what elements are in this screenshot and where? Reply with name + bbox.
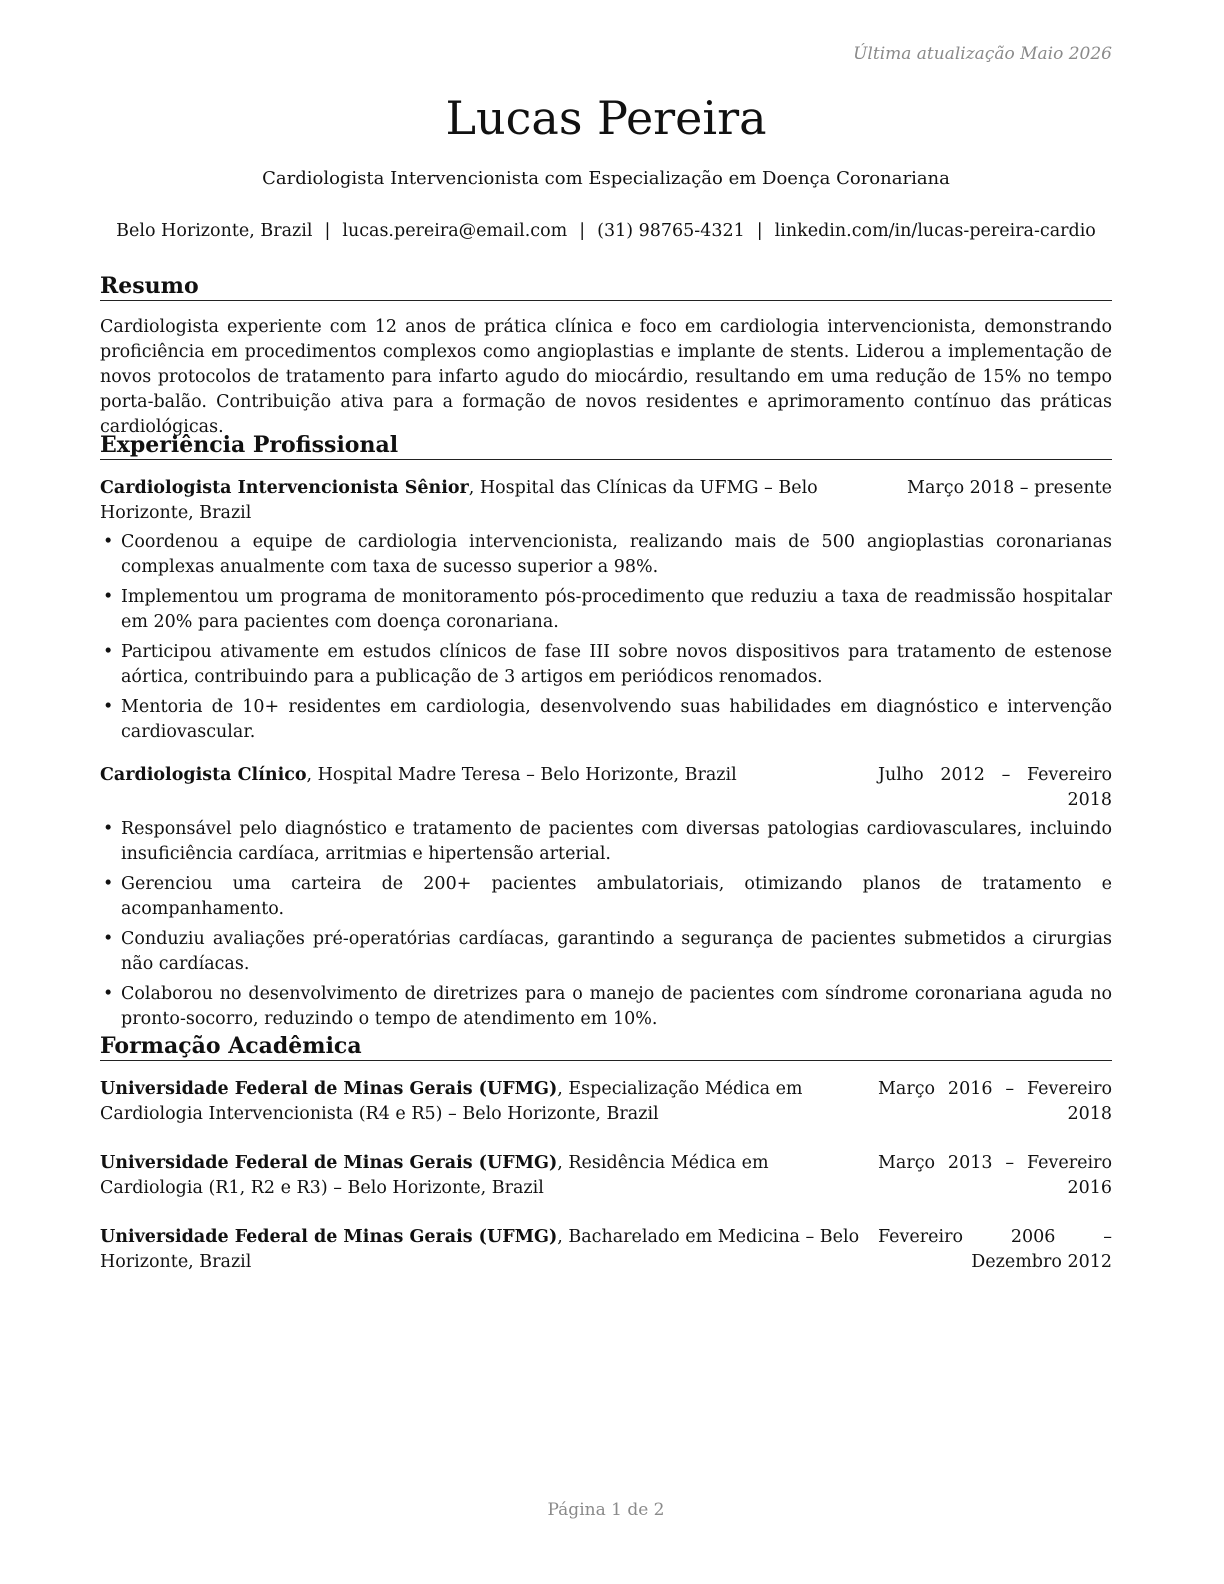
education-institution: Universidade Federal de Minas Gerais (UFMG) (100, 1153, 558, 1173)
resume-page (100, 0, 1112, 1584)
list-item: • Coordenou a equipe de cardiologia intervencionista, realizando mais de 500 angioplastias coronarianas complexas anualmente com taxa de sucesso superior a 98%. (100, 530, 1112, 580)
contact-location: Belo Horizonte, Brazil (116, 221, 313, 241)
job-role: Cardiologista Clínico (100, 765, 307, 785)
job-entry (100, 763, 1112, 1032)
summary-section (100, 272, 1112, 440)
contact-phone: (31) 98765-4321 (597, 221, 745, 241)
job-bullets (100, 817, 1112, 1032)
education-dates: Março 2016 – Fevereiro 2018 (878, 1079, 1112, 1124)
summary-text: Cardiologista experiente com 12 anos de prática clínica e foco em cardiologia intervencionista, demonstrando proficiência em procedimentos complexos como angioplastias e implante de stents. Liderou a implementação de novos protocolos de tratamento para infarto agudo do miocárdio, resultando em uma redução de 15% no tempo porta-balão. Contribuição ativa para a formação de novos residentes e aprimoramento contínuo das práticas cardiológicas. (100, 317, 1112, 437)
contact-line (88, 218, 1124, 244)
education-course: , Residência Médica em Cardiologia (R1, R2 e R3) – Belo Horizonte, Brazil (100, 1153, 769, 1198)
education-institution: Universidade Federal de Minas Gerais (UFMG) (100, 1079, 558, 1099)
list-item: • Conduziu avaliações pré-operatórias cardíacas, garantindo a segurança de pacientes submetidos a cirurgias não cardíacas. (100, 927, 1112, 977)
last-updated: Última atualização Maio 2026 (853, 44, 1112, 64)
education-section (100, 1032, 1112, 1275)
education-entry (100, 1225, 1112, 1275)
contact-email[interactable]: lucas.pereira@email.com (342, 221, 568, 241)
education-dates: Fevereiro 2006 – Dezembro 2012 (878, 1227, 1112, 1272)
list-item: • Responsável pelo diagnóstico e tratamento de pacientes com diversas patologias cardiovasculares, incluindo insuficiência cardíaca, arritmias e hipertensão arterial. (100, 817, 1112, 867)
experience-section (100, 431, 1112, 1037)
list-item: • Implementou um programa de monitoramento pós-procedimento que reduziu a taxa de readmissão hospitalar em 20% para pacientes com doença coronariana. (100, 585, 1112, 635)
contact-separator: | (324, 221, 331, 241)
section-title-experience: Experiência Profissional (100, 431, 1112, 460)
job-entry (100, 476, 1112, 745)
tagline: Cardiologista Intervencionista com Especialização em Doença Coronariana (262, 168, 950, 189)
list-item: • Participou ativamente em estudos clínicos de fase III sobre novos dispositivos para tratamento de estenose aórtica, contribuindo para a publicação de 3 artigos em periódicos renomados. (100, 640, 1112, 690)
job-header (100, 763, 1112, 813)
section-title-education: Formação Acadêmica (100, 1032, 1112, 1061)
job-dates: Março 2018 – presente (907, 478, 1112, 498)
job-dates: Julho 2012 – Fevereiro 2018 (878, 765, 1112, 810)
section-title-summary: Resumo (100, 272, 1112, 301)
contact-separator: | (756, 221, 763, 241)
contact-linkedin[interactable]: linkedin.com/in/lucas-pereira-cardio (774, 221, 1096, 241)
job-place: , Hospital Madre Teresa – Belo Horizonte, Brazil (306, 765, 737, 785)
education-course: , Especialização Médica em Cardiologia Intervencionista (R4 e R5) – Belo Horizonte, Brazil (100, 1079, 803, 1124)
contact-separator: | (579, 221, 586, 241)
education-entry (100, 1077, 1112, 1127)
page-number: Página 1 de 2 (547, 1500, 665, 1520)
list-item: • Gerenciou uma carteira de 200+ pacientes ambulatoriais, otimizando planos de tratamento e acompanhamento. (100, 872, 1112, 922)
job-role: Cardiologista Intervencionista Sênior (100, 478, 469, 498)
list-item: • Mentoria de 10+ residentes em cardiologia, desenvolvendo suas habilidades em diagnóstico e intervenção cardiovascular. (100, 695, 1112, 745)
job-header (100, 476, 1112, 526)
education-dates: Março 2013 – Fevereiro 2016 (878, 1153, 1112, 1198)
education-entry (100, 1151, 1112, 1201)
education-course: , Bacharelado em Medicina – Belo Horizonte, Brazil (100, 1227, 860, 1272)
education-institution: Universidade Federal de Minas Gerais (UFMG) (100, 1227, 558, 1247)
job-place: , Hospital das Clínicas da UFMG – Belo Horizonte, Brazil (100, 478, 818, 523)
candidate-name: Lucas Pereira (445, 91, 767, 145)
job-bullets (100, 530, 1112, 745)
list-item: • Colaborou no desenvolvimento de diretrizes para o manejo de pacientes com síndrome coronariana aguda no pronto-socorro, reduzindo o tempo de atendimento em 10%. (100, 982, 1112, 1032)
